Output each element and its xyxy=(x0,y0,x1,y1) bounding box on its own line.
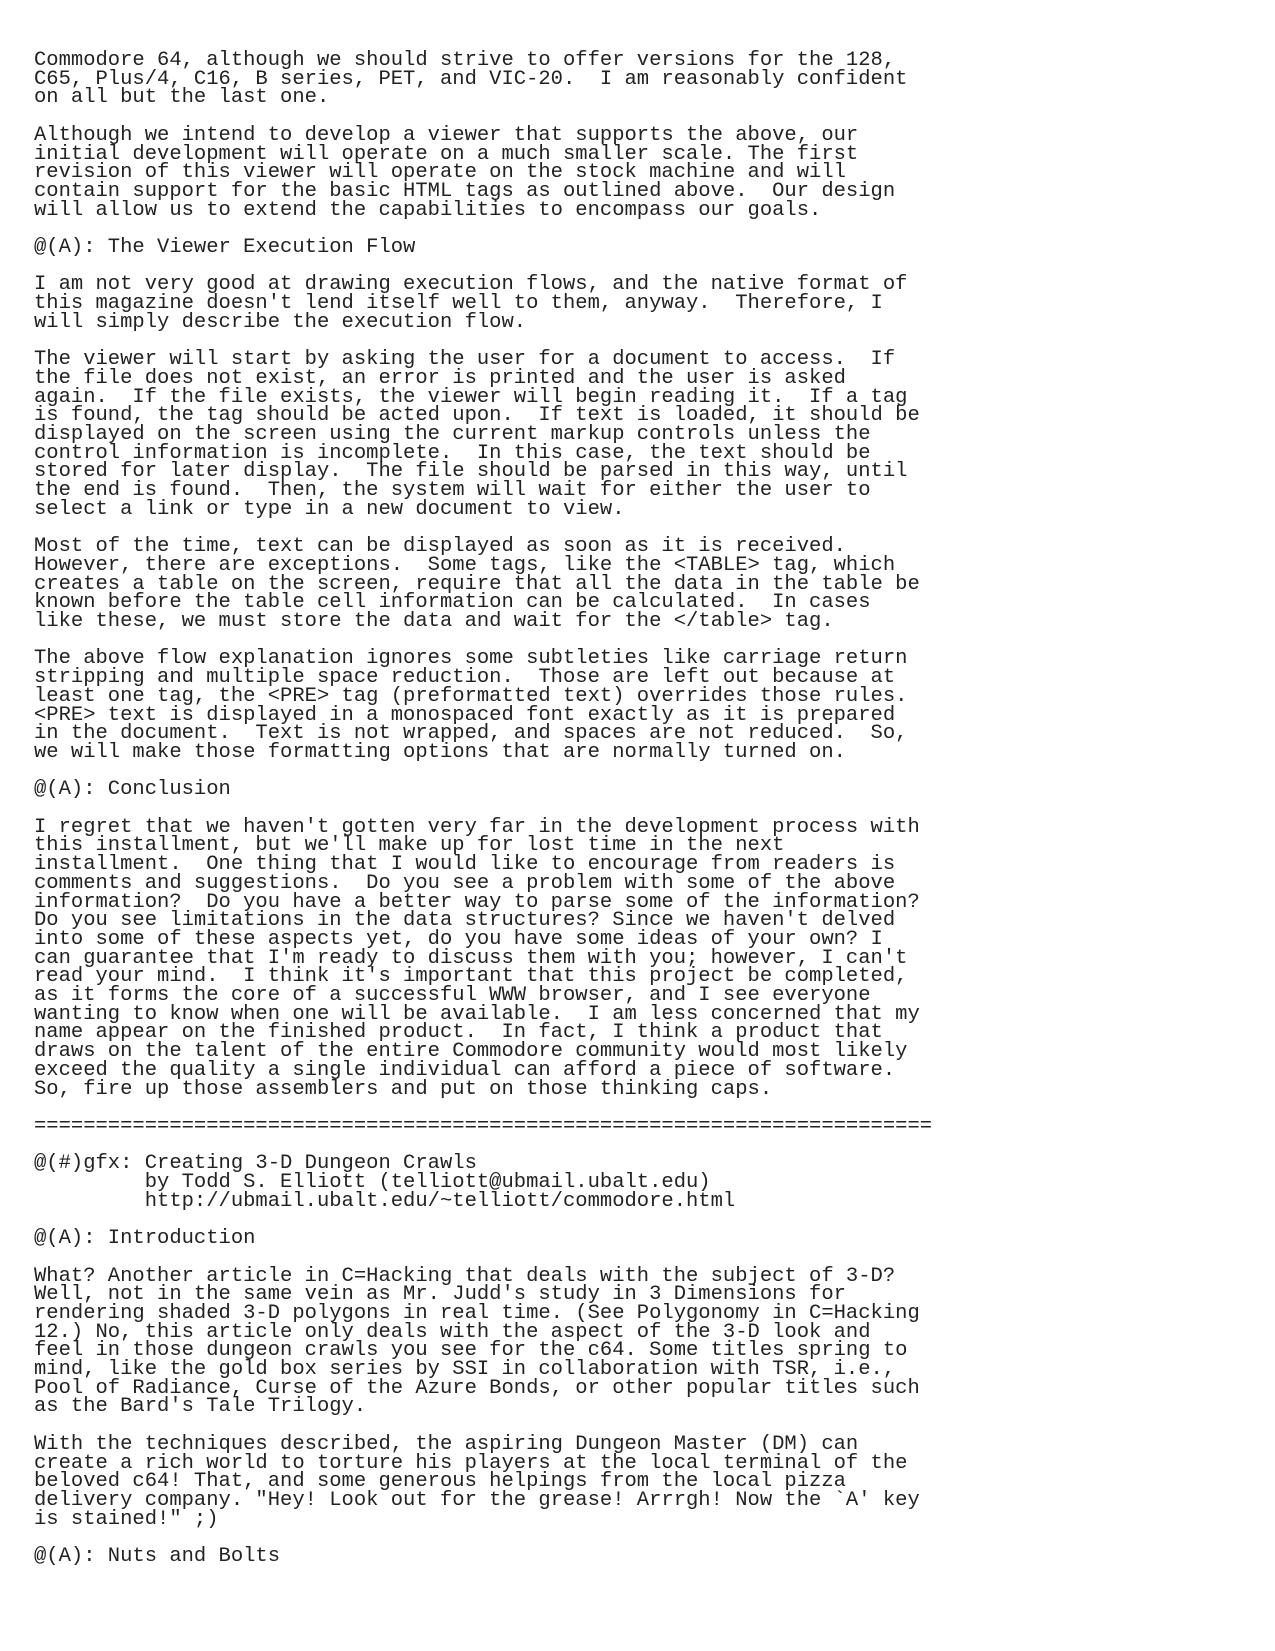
paragraph-subtleties: The above flow explanation ignores some subtleties like carriage return stripping and multiple space reduction. Those are left out because at least one tag, the <PRE> tag (preformatted text) overrides those rules. <PRE> text is displayed in a monospaced font exactly as it is prepared in the document. Text is not wrapped, and spaces are not reduced. So, we will make those formatting options that are normally turned on. xyxy=(34,647,908,764)
section-heading-conclusion: @(A): Conclusion xyxy=(34,778,231,802)
paragraph-exceptions: Most of the time, text can be displayed as soon as it is received. However, there are exceptions. Some tags, like the <TABLE> tag, which creates a table on the screen, require that all the data in the table be known before the table cell information can be calculated. In cases like these, we must store the data and wait for the </table> tag. xyxy=(34,535,920,634)
paragraph-conclusion: I regret that we haven't gotten very far in the development process with this installment, but we'll make up for lost time in the next installment. One thing that I would like to encourage from readers is comments and suggestions. Do you see a problem with some of the above information? Do you have a better way to parse some of the information? Do you see limitations in the data structures? Since we haven't delved into some of these aspects yet, do you have some ideas of your own? I can guarantee that I'm ready to discuss them with you; however, I can't read your mind. I think it's important that this project be completed, as it forms the core of a successful WWW browser, and I see everyone wanting to know when one will be available. I am less concerned that my name appear on the finished product. In fact, I think a product that draws on the talent of the entire Commodore community would most likely exceed the quality a single individual can afford a piece of software. So, fire up those assemblers and put on those thinking caps. xyxy=(34,815,920,1101)
section-divider: ========================================================================= xyxy=(34,1114,933,1138)
paragraph-platforms: Commodore 64, although we should strive to offer versions for the 128, C65, Plus/4, C16, B series, PET, and VIC-20. I am reasonably confident on all but the last one. xyxy=(34,49,908,110)
paragraph-introduction: What? Another article in C=Hacking that deals with the subject of 3-D? Well, not in the same vein as Mr. Judd's study in 3 Dimensions for rendering shaded 3-D polygons in real time. (See Polygonomy in C=Hacking 12.) No, this article only deals with the aspect of the 3-D look and feel in those dungeon crawls you see for the c64. Some titles spring to mind, like the gold box series by SSI in collaboration with TSR, i.e., Pool of Radiance, Curse of the Azure Bonds, or other popular titles such as the Bard's Tale Trilogy. xyxy=(34,1264,920,1419)
section-heading-nuts-and-bolts: @(A): Nuts and Bolts xyxy=(34,1545,281,1569)
paragraph-viewer-start: The viewer will start by asking the user for a document to access. If the file does not exist, an error is printed and the user is asked again. If the file exists, the viewer will begin reading it. If a tag is found, the tag should be acted upon. If text is loaded, it should be displayed on the screen using the current markup controls unless the control information is incomplete. In this case, the text should be stored for later display. The file should be parsed in this way, until the end is found. Then, the system will wait for either the user to select a link or type in a new document to view. xyxy=(34,348,920,521)
article-header: @(#)gfx: Creating 3-D Dungeon Crawls by Todd S. Elliott (telliott@ubmail.ubalt.edu) http://ubmail.ubalt.edu/~telliott/commodore.html xyxy=(34,1152,736,1213)
paragraph-initial-development: Although we intend to develop a viewer that supports the above, our initial development will operate on a much smaller scale. The first revision of this viewer will operate on the stock machine and will contain support for the basic HTML tags as outlined above. Our design will allow us to extend the capabilities to encompass our goals. xyxy=(34,123,896,222)
section-heading-viewer-execution-flow: @(A): The Viewer Execution Flow xyxy=(34,236,416,259)
section-heading-introduction: @(A): Introduction xyxy=(34,1227,256,1251)
document-page xyxy=(34,49,1254,1585)
paragraph-execution-flow-intro: I am not very good at drawing execution flows, and the native format of this magazine doesn't lend itself well to them, anyway. Therefore, I will simply describe the execution flow. xyxy=(34,273,908,334)
paragraph-dungeon-master: With the techniques described, the aspiring Dungeon Master (DM) can create a rich world to torture his players at the local terminal of the beloved c64! That, and some generous helpings from the local pizza delivery company. "Hey! Look out for the grease! Arrrgh! Now the `A' key is stained!" ;) xyxy=(34,1432,920,1531)
